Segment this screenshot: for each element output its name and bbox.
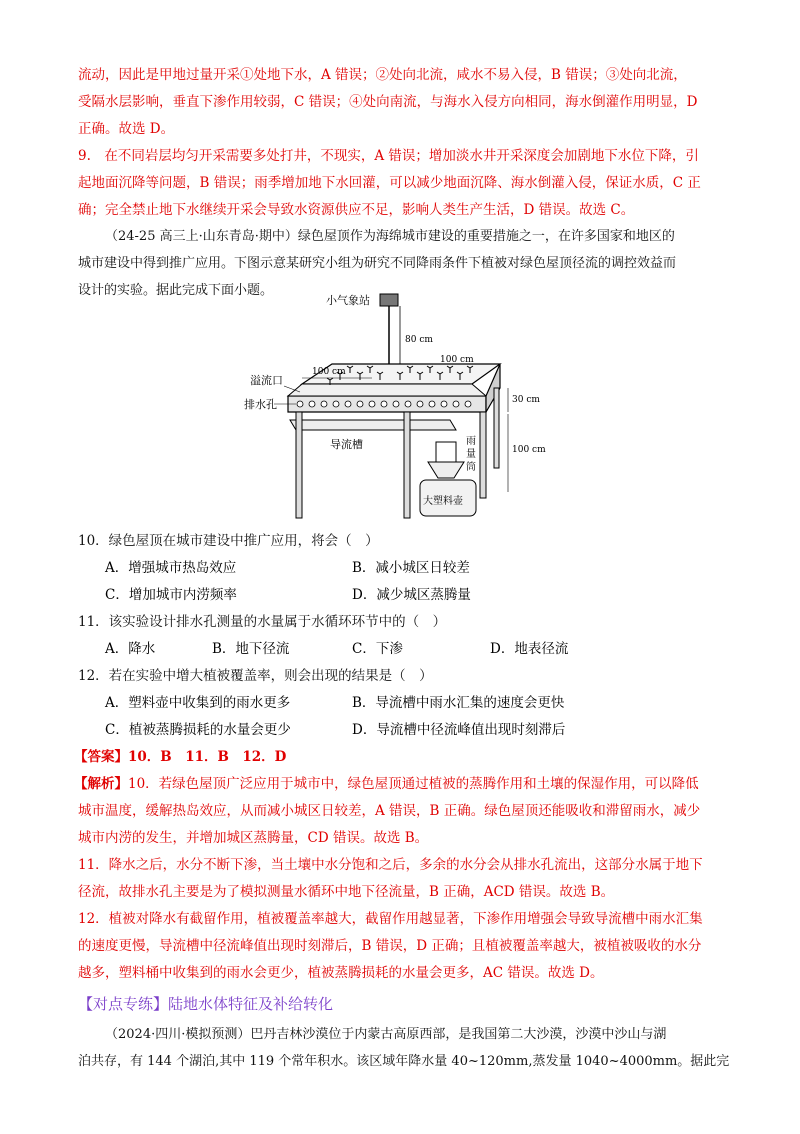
analysis-line: 径流，故排水孔主要是为了模拟测量水循环中地下径流量，B 正确，ACD 错误。故选 B。 (78, 884, 615, 900)
experiment-figure (240, 292, 546, 524)
gauge-label-2: 量 (466, 449, 476, 460)
q10-option-d: D．减少城区蒸腾量 (352, 587, 471, 603)
q10-option-c: C．增加城市内涝频率 (105, 587, 237, 603)
intro-line: 城市建设中得到推广应用。下图示意某研究小组为研究不同降雨条件下植被对绿色屋顶径流的调控效益而 (78, 256, 677, 271)
analysis-line: 11．降水之后，水分不断下渗，当土壤中水分饱和之后，多余的水分会从排水孔流出，这部分水属于地下 (78, 857, 703, 873)
trough (290, 420, 456, 430)
q9-solution-line: 9. 在不同岩层均匀开采需要多处打井，不现实，A 错误；增加淡水井开采深度会加剧地下水位下降，引 (78, 148, 699, 164)
analysis-line (74, 775, 724, 793)
q10-stem: 10．绿色屋顶在城市建设中推广应用，将会（ ） (78, 533, 379, 549)
dim-w1-label: 100 cm (312, 367, 346, 377)
q12-option-b: B．导流槽中雨水汇集的速度会更快 (352, 695, 565, 711)
gauge-label-3: 筒 (466, 462, 476, 473)
analysis-line: 越多，塑料桶中收集到的雨水会更少，植被蒸腾损耗的水量会更多，AC 错误。故选 D。 (78, 965, 604, 981)
drain-label: 排水孔 (244, 398, 277, 411)
q12-option-a: A．塑料壶中收集到的雨水更多 (105, 695, 291, 711)
solution-line: 流动，因此是甲地过量开采①处地下水，A 错误；②处向北流，咸水不易入侵，B 错误；③处向北流， (78, 67, 687, 83)
intro-line: （24-25 高三上·山东青岛·期中）绿色屋顶作为海绵城市建设的重要措施之一，在许多国家和地区的 (105, 229, 675, 244)
q12-stem: 12．若在实验中增大植被覆盖率，则会出现的结果是（ ） (78, 668, 433, 684)
intro-line: 设计的实验。据此完成下面小题。 (78, 283, 274, 298)
dim-100-label: 100 cm (512, 445, 546, 455)
gauge-body (428, 462, 464, 478)
trough-label: 导流槽 (330, 438, 363, 451)
gauge-funnel (436, 442, 456, 462)
station-label: 小气象站 (326, 294, 370, 307)
dim-w2-label: 100 cm (440, 355, 474, 365)
analysis-line: 的速度更慢，导流槽中径流峰值出现时刻滞后，B 错误，D 正确；且植被覆盖率越大，被植被吸收的水分 (78, 938, 702, 954)
answer-line (74, 748, 724, 766)
q12-option-d: D．导流槽中径流峰值出现时刻滞后 (352, 722, 566, 738)
q10-option-a: A．增强城市热岛效应 (105, 560, 237, 576)
q9-solution-line: 确；完全禁止地下水继续开采会导致水资源供应不足，影响人类生产生活，D 错误。故选 C。 (78, 202, 635, 218)
analysis-tag: 【解析】 (74, 776, 128, 792)
station-box (380, 294, 398, 306)
section-title: 【对点专练】陆地水体特征及补给转化 (78, 995, 334, 1013)
solution-line: 受隔水层影响，垂直下渗作用较弱，C 错误；④处向南流，与海水入侵方向相同，海水倒灌作用明显，D (78, 94, 698, 110)
drain-holes (297, 401, 471, 407)
next-intro-line: 泊共存，有 144 个湖泊,其中 119 个常年积水。该区域年降水量 40~120mm,蒸发量 1040~4000mm。据此完 (78, 1054, 730, 1069)
analysis-line: 城市温度，缓解热岛效应，从而减小城区日较差，A 错误，B 正确。绿色屋顶还能吸收和滞留雨水，减少 (78, 803, 701, 819)
gauge-label-1: 雨 (466, 436, 476, 447)
q10-option-b: B．减小城区日较差 (352, 560, 470, 576)
analysis-line: 城市内涝的发生，并增加城区蒸腾量，CD 错误。故选 B。 (78, 830, 429, 846)
q9-solution-line: 起地面沉降等问题，B 错误；雨季增加地下水回灌，可以减少地面沉降、海水倒灌入侵，保证水质，C 正 (78, 175, 701, 191)
answer-text: 10．B 11．B 12．D (128, 749, 287, 765)
q12-option-c: C．植被蒸腾损耗的水量会更少 (105, 722, 291, 738)
analysis-text: 10．若绿色屋顶广泛应用于城市中，绿色屋顶通过植被的蒸腾作用和土壤的保湿作用，可以降低 (128, 776, 699, 792)
next-intro-line: （2024·四川·模拟预测）巴丹吉林沙漠位于内蒙古高原西部，是我国第二大沙漠，沙漠中沙山与湖 (105, 1027, 667, 1042)
answer-tag: 【答案】 (74, 749, 128, 765)
dim-30-label: 30 cm (512, 395, 540, 405)
box-rim (288, 384, 486, 396)
q11-stem: 11．该实验设计排水孔测量的水量属于水循环环节中的（ ） (78, 614, 447, 630)
solution-line: 正确。故选 D。 (78, 121, 175, 137)
dim-80-label: 80 cm (405, 335, 433, 345)
q11-option-b: B．地下径流 (212, 641, 290, 657)
q11-option-a: A．降水 (105, 641, 156, 657)
analysis-line: 12．植被对降水有截留作用，植被覆盖率越大，截留作用越显著，下渗作用增强会导致导流槽中雨水汇集 (78, 911, 703, 927)
overflow-label: 溢流口 (250, 374, 283, 387)
q11-option-c: C．下渗 (352, 641, 403, 657)
pot-label: 大塑料壶 (423, 496, 463, 507)
q11-option-d: D．地表径流 (490, 641, 569, 657)
